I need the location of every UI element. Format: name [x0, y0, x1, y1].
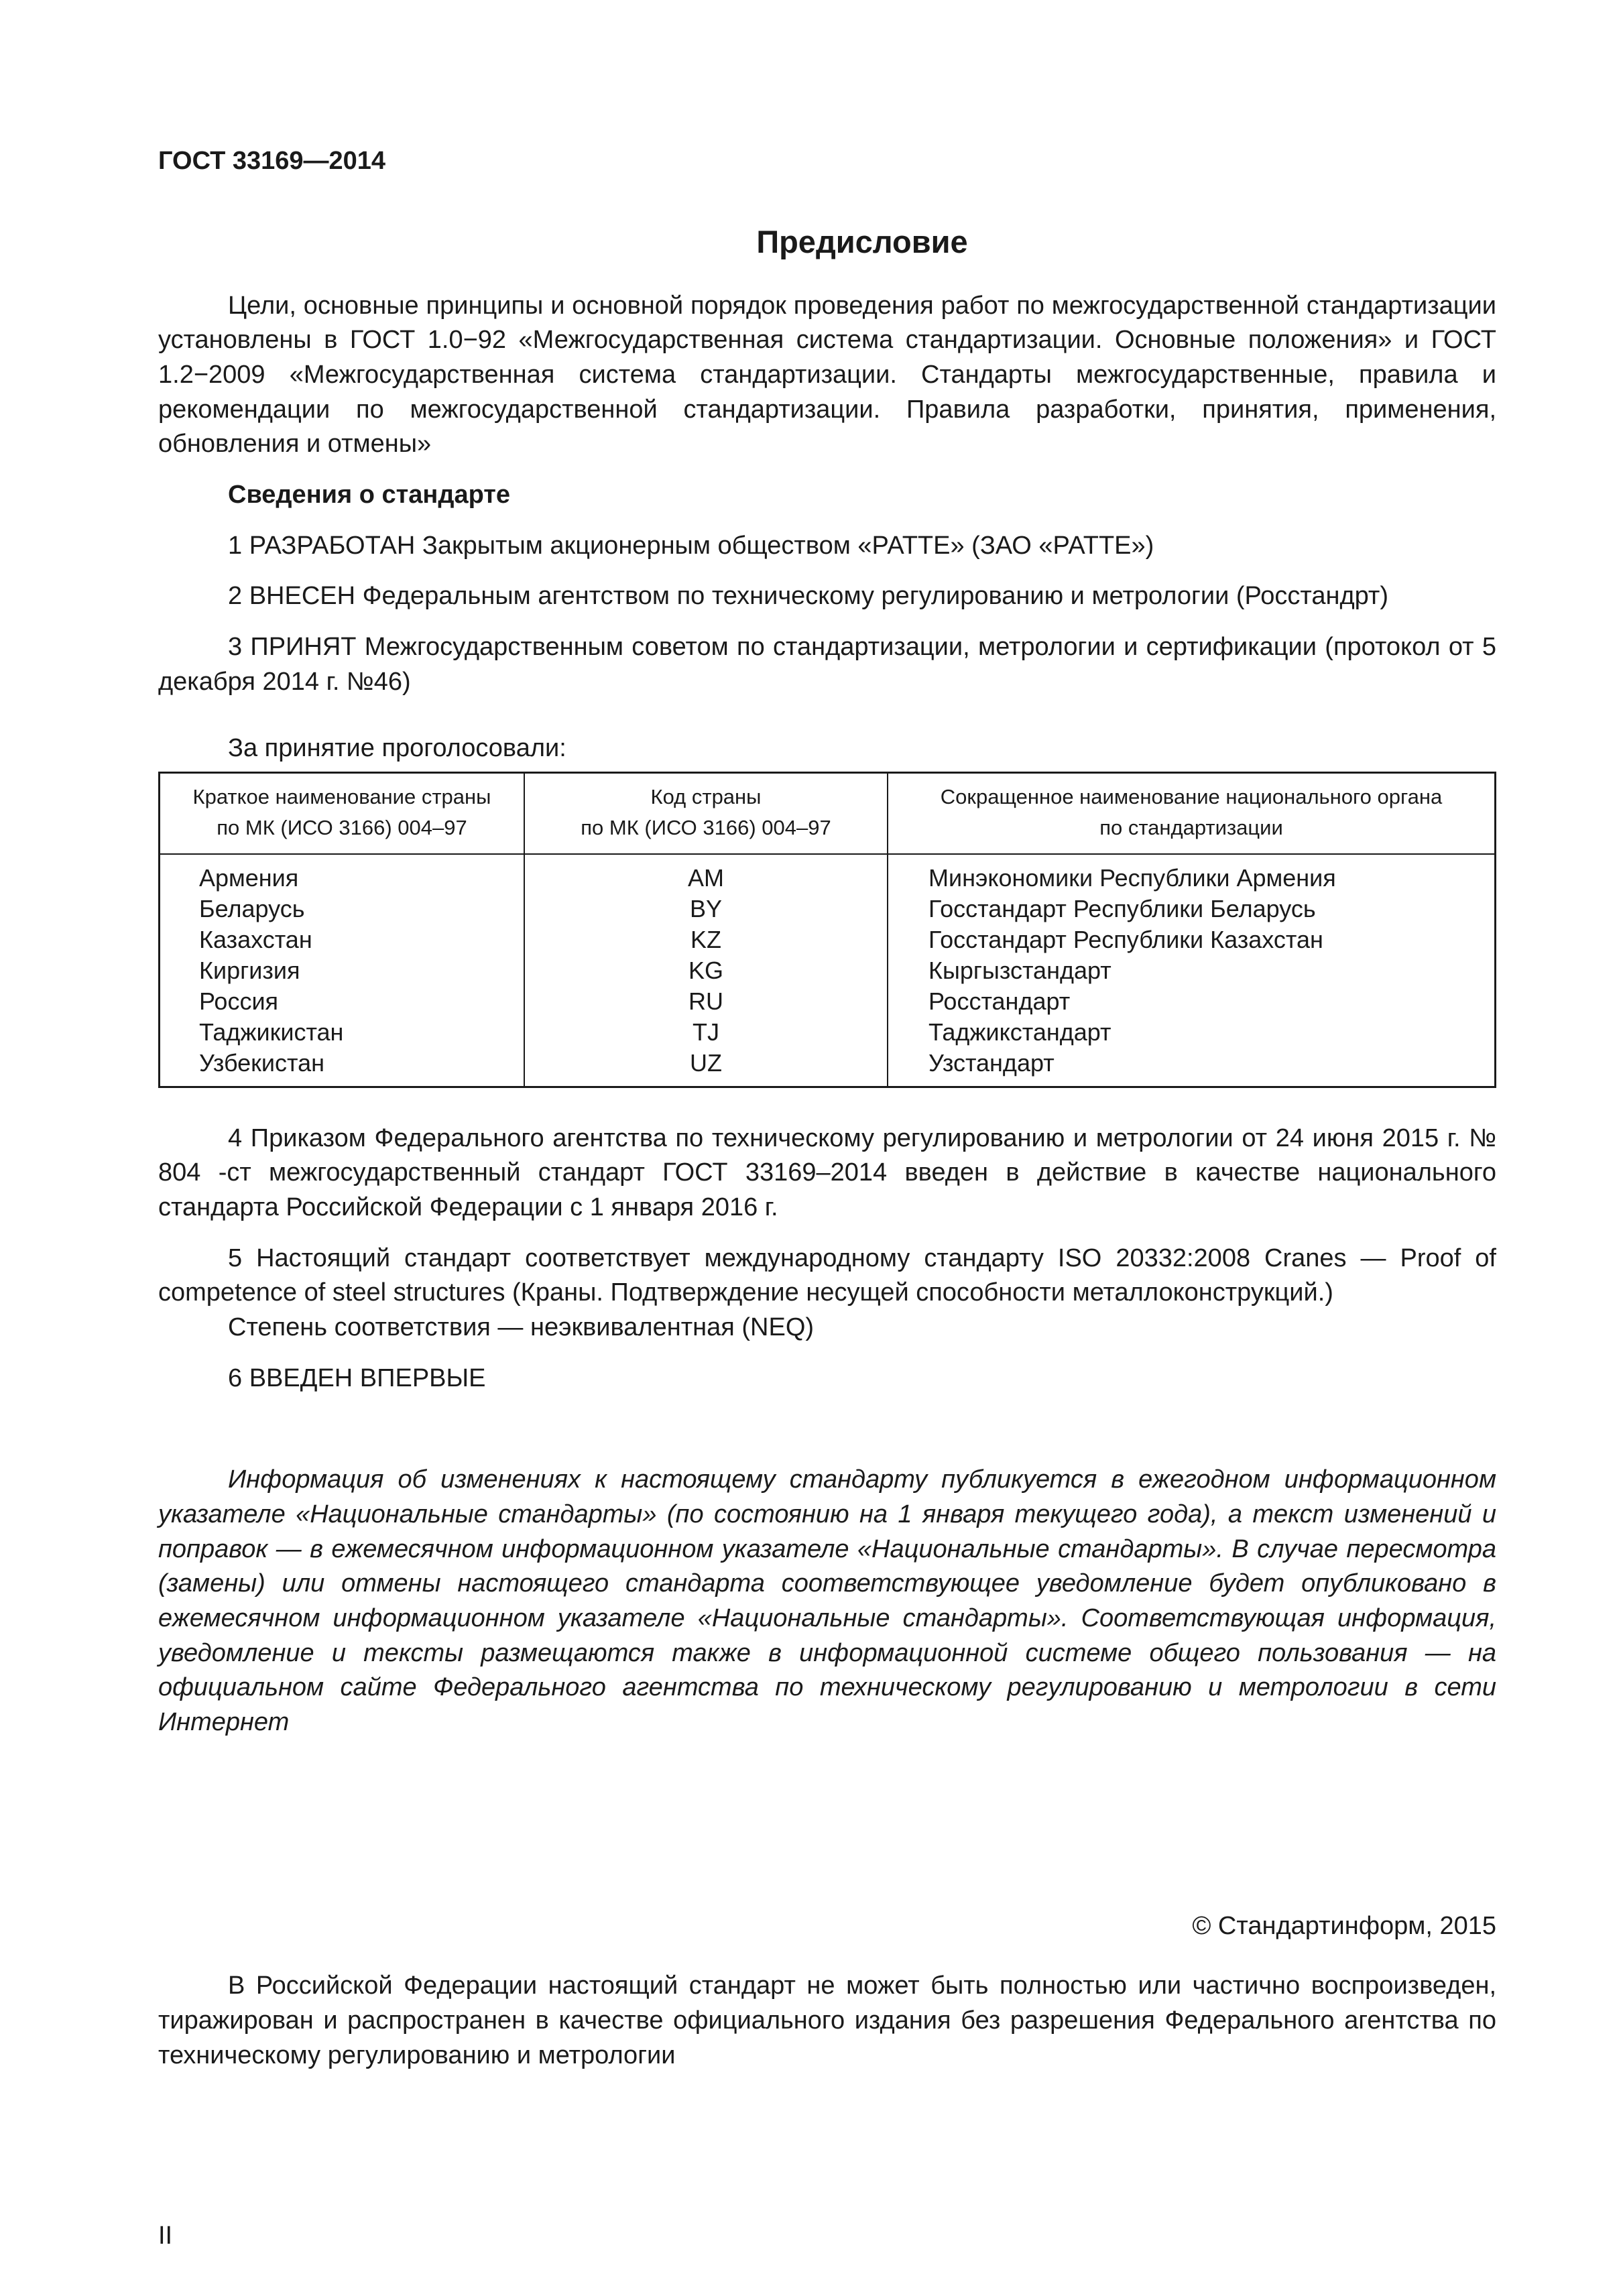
votes-table — [158, 772, 1496, 1088]
item-5: 5 Настоящий стандарт соответствует международному стандарту ISO 20332:2008 Cranes — Proof of competence of steel structures (Краны. Подтверждение несущей способности металлоконструкций.) — [158, 1244, 1496, 1307]
item-4: 4 Приказом Федерального агентства по техническому регулированию и метрологии от 24 июня 2015 г. № 804 -ст межгосударственный стандарт ГОСТ 33169–2014 введен в действие в качестве национального стандарта Российской Федерации с 1 января 2016 г. — [158, 1124, 1496, 1221]
table-row — [160, 1017, 1496, 1048]
changes-notice-text: Информация об изменениях к настоящему стандарту публикуется в ежегодном информационном указателе «Национальные стандарты» (по состоянию на 1 января текущего года), а текст изменений и поправок — в ежемесячном информационном указателе «Национальные стандарты». В случае пересмотра (замены) или отмены настоящего стандарта соответствующее уведомление будет опубликовано в ежемесячном информационном указателе «Национальные стандарты». Соответствующая информация, уведомление и тексты размещаются также в информационной системе общего пользования — на официальном сайте Федерального агентства по техническому регулированию и метрологии в сети Интернет — [158, 1465, 1496, 1736]
cell-country: Россия — [160, 986, 525, 1017]
cell-body: Минэкономики Республики Армения — [888, 854, 1496, 894]
cell-country: Таджикистан — [160, 1017, 525, 1048]
cell-body: Кыргызстандарт — [888, 955, 1496, 986]
copyright: © Стандартинформ, 2015 — [1192, 1911, 1496, 1940]
page-title: Предисловие — [756, 223, 968, 259]
item-6: 6 ВВЕДЕН ВПЕРВЫЕ — [228, 1364, 486, 1392]
cell-body: Росстандарт — [888, 986, 1496, 1017]
header-code — [524, 772, 888, 854]
votes-label: За принятие проголосовали: — [228, 734, 566, 763]
header-country-line2: по МК (ИСО 3166) 004–97 — [217, 816, 467, 840]
header-code-line2: по МК (ИСО 3166) 004–97 — [581, 816, 831, 840]
cell-country: Киргизия — [160, 955, 525, 986]
cell-country: Армения — [160, 854, 525, 894]
cell-code: TJ — [524, 1017, 888, 1048]
table-row — [160, 986, 1496, 1017]
item-1: 1 РАЗРАБОТАН Закрытым акционерным обществом «РАТТЕ» (ЗАО «РАТТЕ») — [228, 531, 1154, 560]
restriction-paragraph: В Российской Федерации настоящий стандарт не может быть полностью или частично воспроизведен, тиражирован и распространен в качестве официального издания без разрешения Федерального агентства по техническому регулированию и метрологии — [158, 1972, 1496, 2069]
table-row — [160, 854, 1496, 894]
item-5-degree: Степень соответствия — неэквивалентная (NEQ) — [228, 1313, 815, 1341]
header-body — [888, 772, 1496, 854]
cell-code: BY — [524, 894, 888, 924]
cell-body: Госстандарт Республики Казахстан — [888, 924, 1496, 955]
document-page — [158, 144, 1496, 2089]
header-body-line2: по стандартизации — [1099, 816, 1283, 840]
table-row — [160, 924, 1496, 955]
changes-notice — [158, 1463, 1496, 1740]
table-header-row — [160, 772, 1496, 854]
cell-country: Узбекистан — [160, 1048, 525, 1087]
cell-code: AM — [524, 854, 888, 894]
cell-code: UZ — [524, 1048, 888, 1087]
intro-paragraph: Цели, основные принципы и основной порядок проведения работ по межгосударственной стандартизации установлены в ГОСТ 1.0−92 «Межгосударственная система стандартизации. Основные положения» и ГОСТ 1.2−2009 «Межгосударственная система стандартизации. Стандарты межгосударственные, правила и рекомендации по межгосударственной стандартизации. Правила разработки, принятия, применения, обновления и отмены» — [158, 291, 1496, 459]
header-country — [160, 772, 525, 854]
cell-body: Госстандарт Республики Беларусь — [888, 894, 1496, 924]
cell-code: KG — [524, 955, 888, 986]
document-code: ГОСТ 33169—2014 — [158, 147, 386, 175]
cell-country: Беларусь — [160, 894, 525, 924]
table-row — [160, 1048, 1496, 1087]
page-number: II — [158, 2222, 173, 2250]
header-code-line1: Код страны — [650, 784, 762, 808]
header-country-line1: Краткое наименование страны — [192, 784, 491, 808]
item-3: 3 ПРИНЯТ Межгосударственным советом по стандартизации, метрологии и сертификации (протокол от 5 декабря 2014 г. №46) — [158, 632, 1496, 696]
info-heading: Сведения о стандарте — [228, 480, 511, 509]
header-body-line1: Сокращенное наименование национального органа — [940, 784, 1443, 808]
cell-code: RU — [524, 986, 888, 1017]
item-2: 2 ВНЕСЕН Федеральным агентством по техническому регулированию и метрологии (Росстандрт) — [228, 582, 1388, 611]
table-row — [160, 894, 1496, 924]
cell-body: Таджикстандарт — [888, 1017, 1496, 1048]
cell-code: KZ — [524, 924, 888, 955]
table-row — [160, 955, 1496, 986]
cell-body: Узстандарт — [888, 1048, 1496, 1087]
cell-country: Казахстан — [160, 924, 525, 955]
